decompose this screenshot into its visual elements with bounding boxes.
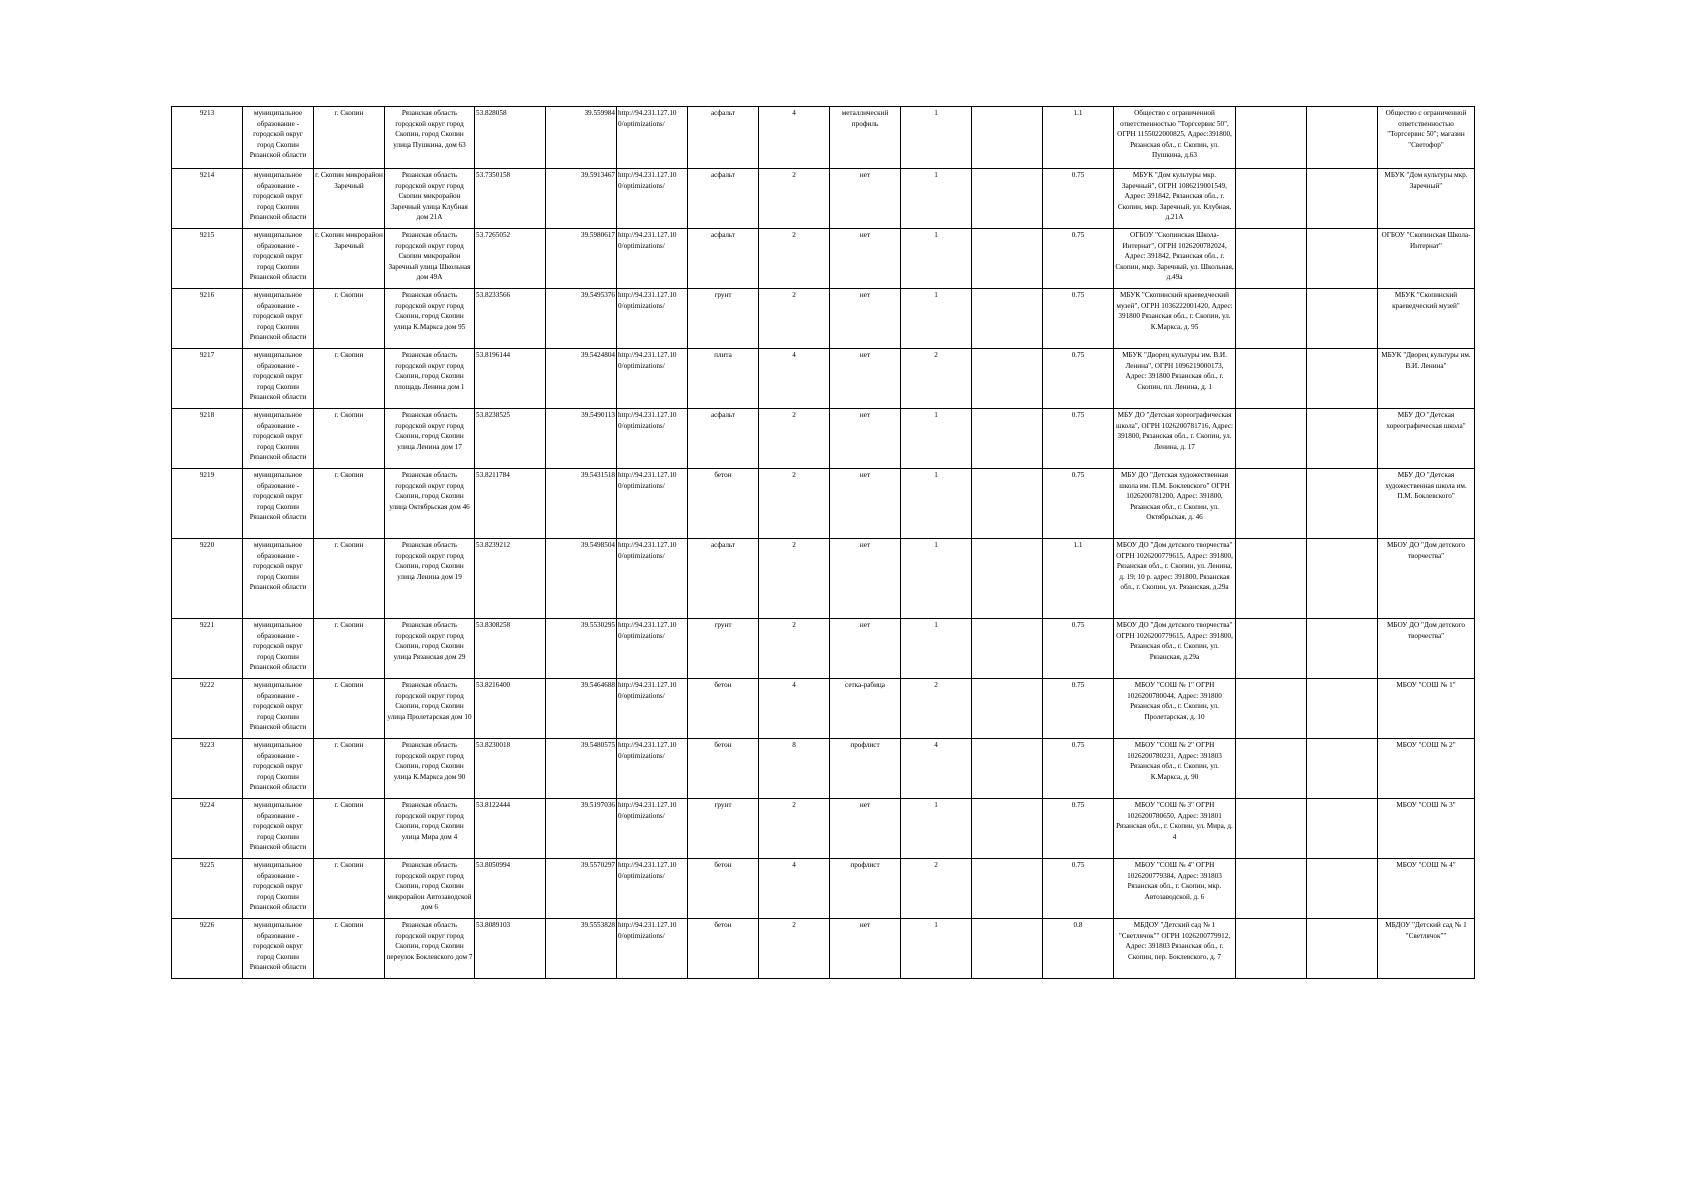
cell-fence: нет xyxy=(830,409,901,469)
registry-table xyxy=(171,106,1475,979)
cell-volume: 0.75 xyxy=(1043,349,1114,409)
cell-empty-b xyxy=(1236,919,1307,979)
cell-address: Рязанская область городской округ город Скопин, город Скопин улица Ленина дом 19 xyxy=(385,539,475,619)
table-row xyxy=(172,289,1475,349)
cell-waste-source: ОГБОУ "Скопинская Школа-Интернат" xyxy=(1378,229,1475,289)
cell-latitude: 53.8122444 xyxy=(475,799,546,859)
cell-empty-b xyxy=(1236,169,1307,229)
cell-count: 2 xyxy=(759,289,830,349)
cell-municipality: муниципальное образование - городской округ город Скопин Рязанской области xyxy=(243,349,314,409)
cell-municipality: муниципальное образование - городской округ город Скопин Рязанской области xyxy=(243,619,314,679)
table-row xyxy=(172,349,1475,409)
cell-waste-source: МБУ ДО "Детская хореографическая школа" xyxy=(1378,409,1475,469)
cell-address: Рязанская область городской округ город Скопин, город Скопин улица Октябрьская дом 46 xyxy=(385,469,475,539)
cell-empty-a xyxy=(972,919,1043,979)
cell-containers: 1 xyxy=(901,169,972,229)
cell-count: 2 xyxy=(759,919,830,979)
cell-empty-c xyxy=(1307,107,1378,169)
cell-surface: бетон xyxy=(688,859,759,919)
cell-volume: 0.75 xyxy=(1043,169,1114,229)
cell-containers: 1 xyxy=(901,539,972,619)
cell-empty-c xyxy=(1307,409,1378,469)
cell-owner: МБОУ "СОШ № 3" ОГРН 1026200780650, Адрес: 391801 Рязанская обл., г. Скопин, ул. Мира, д. 4 xyxy=(1114,799,1236,859)
cell-containers: 4 xyxy=(901,739,972,799)
cell-locality: г. Скопин xyxy=(314,919,385,979)
cell-latitude: 53.8196144 xyxy=(475,349,546,409)
cell-surface: бетон xyxy=(688,679,759,739)
cell-volume: 0.75 xyxy=(1043,799,1114,859)
cell-fence: сетка-рабица xyxy=(830,679,901,739)
cell-latitude: 53.8230018 xyxy=(475,739,546,799)
cell-fence: профлист xyxy=(830,859,901,919)
cell-locality: г. Скопин xyxy=(314,289,385,349)
cell-empty-b xyxy=(1236,799,1307,859)
cell-owner: МБУК "Дворец культуры им. В.И. Ленина", ОГРН 1096219000173, Адрес: 391800 Рязанская обл., г. Скопин, пл. Ленина, д. 1 xyxy=(1114,349,1236,409)
cell-empty-a xyxy=(972,349,1043,409)
cell-surface: асфальт xyxy=(688,229,759,289)
cell-containers: 1 xyxy=(901,919,972,979)
cell-longitude: 39.5498504 xyxy=(546,539,617,619)
cell-empty-b xyxy=(1236,469,1307,539)
cell-waste-source: МБУК "Скопинский краеведческий музей" xyxy=(1378,289,1475,349)
cell-count: 4 xyxy=(759,349,830,409)
cell-volume: 0.75 xyxy=(1043,619,1114,679)
cell-fence: профлист xyxy=(830,739,901,799)
cell-empty-b xyxy=(1236,229,1307,289)
cell-empty-c xyxy=(1307,539,1378,619)
cell-longitude: 39.5480575 xyxy=(546,739,617,799)
cell-empty-a xyxy=(972,739,1043,799)
cell-longitude: 39.5424804 xyxy=(546,349,617,409)
cell-id: 9217 xyxy=(172,349,243,409)
cell-surface: асфальт xyxy=(688,539,759,619)
cell-count: 4 xyxy=(759,859,830,919)
cell-fence: нет xyxy=(830,539,901,619)
cell-address: Рязанская область городской округ город Скопин микрорайон Заречный улица Школьная дом 49А xyxy=(385,229,475,289)
cell-municipality: муниципальное образование - городской округ город Скопин Рязанской области xyxy=(243,107,314,169)
cell-empty-c xyxy=(1307,799,1378,859)
cell-waste-source: МБДОУ "Детский сад № 1 "Светлячок"" xyxy=(1378,919,1475,979)
cell-surface: асфальт xyxy=(688,409,759,469)
cell-address: Рязанская область городской округ город Скопин, город Скопин улица К.Маркса дом 95 xyxy=(385,289,475,349)
cell-volume: 0.75 xyxy=(1043,469,1114,539)
cell-owner: МБУ ДО "Детская художественная школа им. П.М. Боклевского" ОГРН 1026200781200, Адрес: 391800, Рязанская обл., г. Скопин, ул. Октябрьская, д. 46 xyxy=(1114,469,1236,539)
cell-containers: 1 xyxy=(901,107,972,169)
cell-longitude: 39.5464688 xyxy=(546,679,617,739)
table-row xyxy=(172,739,1475,799)
cell-municipality: муниципальное образование - городской округ город Скопин Рязанской области xyxy=(243,859,314,919)
cell-locality: г. Скопин xyxy=(314,859,385,919)
cell-empty-a xyxy=(972,859,1043,919)
cell-id: 9222 xyxy=(172,679,243,739)
cell-containers: 1 xyxy=(901,409,972,469)
cell-owner: МБОУ ДО "Дом детского творчества" ОГРН 1026200779615, Адрес: 391800, Рязанская обл., г. Скопин, ул. Ленина, д. 19; 10 р. адрес: 391800, Рязанская обл., г. Скопин, ул. Рязанская, д.29а xyxy=(1114,539,1236,619)
cell-volume: 0.8 xyxy=(1043,919,1114,979)
cell-municipality: муниципальное образование - городской округ город Скопин Рязанской области xyxy=(243,539,314,619)
cell-id: 9214 xyxy=(172,169,243,229)
cell-locality: г. Скопин xyxy=(314,679,385,739)
cell-count: 2 xyxy=(759,229,830,289)
cell-empty-c xyxy=(1307,739,1378,799)
cell-fence: нет xyxy=(830,169,901,229)
cell-owner: ОГБОУ "Скопинская Школа-Интернат", ОГРН 1026200782024, Адрес: 391842, Рязанская обл., г. Скопин, мкр. Заречный, ул. Школьная, д.49а xyxy=(1114,229,1236,289)
cell-fence: нет xyxy=(830,289,901,349)
cell-count: 2 xyxy=(759,619,830,679)
cell-longitude: 39.5980617 xyxy=(546,229,617,289)
cell-locality: г. Скопин микрорайон Заречный xyxy=(314,169,385,229)
cell-owner: МБУ ДО "Детская хореографическая школа", ОГРН 1026200781716, Адрес: 391800, Рязанская обл., г. Скопин, ул. Ленина, д. 17 xyxy=(1114,409,1236,469)
cell-municipality: муниципальное образование - городской округ город Скопин Рязанской области xyxy=(243,229,314,289)
cell-municipality: муниципальное образование - городской округ город Скопин Рязанской области xyxy=(243,739,314,799)
cell-count: 4 xyxy=(759,679,830,739)
cell-fence: нет xyxy=(830,229,901,289)
cell-latitude: 53.8308258 xyxy=(475,619,546,679)
cell-containers: 1 xyxy=(901,799,972,859)
cell-empty-a xyxy=(972,619,1043,679)
cell-empty-b xyxy=(1236,619,1307,679)
cell-address: Рязанская область городской округ город Скопин, город Скопин улица Ленина дом 17 xyxy=(385,409,475,469)
cell-url: http://94.231.127.10 0/optimizations/ xyxy=(617,469,688,539)
cell-surface: грунт xyxy=(688,799,759,859)
cell-empty-b xyxy=(1236,739,1307,799)
cell-empty-a xyxy=(972,539,1043,619)
cell-volume: 0.75 xyxy=(1043,859,1114,919)
cell-latitude: 53.8216400 xyxy=(475,679,546,739)
table-body xyxy=(172,107,1475,979)
cell-address: Рязанская область городской округ город Скопин, город Скопин переулок Боклевского дом 7 xyxy=(385,919,475,979)
cell-address: Рязанская область городской округ город Скопин, город Скопин улица Рязанская дом 29 xyxy=(385,619,475,679)
cell-owner: Общество с ограниченной ответственностью "Торгсервис 50", ОГРН 1155022000825, Адрес:391800, Рязанская обл., г. Скопин, ул. Пушкина, д.63 xyxy=(1114,107,1236,169)
cell-id: 9220 xyxy=(172,539,243,619)
cell-url: http://94.231.127.10 0/optimizations/ xyxy=(617,107,688,169)
cell-surface: бетон xyxy=(688,739,759,799)
cell-url: http://94.231.127.10 0/optimizations/ xyxy=(617,619,688,679)
cell-longitude: 39.5495376 xyxy=(546,289,617,349)
cell-address: Рязанская область городской округ город Скопин микрорайон Заречный улица Клубная дом 21А xyxy=(385,169,475,229)
cell-id: 9225 xyxy=(172,859,243,919)
cell-longitude: 39.5197036 xyxy=(546,799,617,859)
cell-containers: 1 xyxy=(901,619,972,679)
cell-url: http://94.231.127.10 0/optimizations/ xyxy=(617,739,688,799)
cell-empty-c xyxy=(1307,289,1378,349)
table-row xyxy=(172,409,1475,469)
cell-empty-c xyxy=(1307,469,1378,539)
cell-locality: г. Скопин xyxy=(314,539,385,619)
cell-locality: г. Скопин xyxy=(314,799,385,859)
cell-surface: грунт xyxy=(688,619,759,679)
cell-address: Рязанская область городской округ город Скопин, город Скопин улица Пролетарская дом 10 xyxy=(385,679,475,739)
cell-url: http://94.231.127.10 0/optimizations/ xyxy=(617,679,688,739)
table-row xyxy=(172,229,1475,289)
cell-owner: МБДОУ "Детский сад № 1 "Светлячок"" ОГРН 1026200779912, Адрес: 391803 Рязанская обл., г. Скопин, пер. Боклевского, д. 7 xyxy=(1114,919,1236,979)
cell-empty-c xyxy=(1307,169,1378,229)
cell-url: http://94.231.127.10 0/optimizations/ xyxy=(617,859,688,919)
cell-municipality: муниципальное образование - городской округ город Скопин Рязанской области xyxy=(243,469,314,539)
cell-empty-c xyxy=(1307,679,1378,739)
cell-owner: МБОУ "СОШ № 4" ОГРН 1026200779384, Адрес: 391803 Рязанская обл., г. Скопин, мкр. Автозаводской, д. 6 xyxy=(1114,859,1236,919)
cell-municipality: муниципальное образование - городской округ город Скопин Рязанской области xyxy=(243,169,314,229)
cell-waste-source: МБОУ ДО "Дом детского творчества" xyxy=(1378,619,1475,679)
cell-empty-a xyxy=(972,409,1043,469)
cell-id: 9221 xyxy=(172,619,243,679)
cell-empty-c xyxy=(1307,619,1378,679)
cell-longitude: 39.5431518 xyxy=(546,469,617,539)
cell-url: http://94.231.127.10 0/optimizations/ xyxy=(617,289,688,349)
cell-empty-b xyxy=(1236,409,1307,469)
cell-id: 9213 xyxy=(172,107,243,169)
cell-owner: МБОУ ДО "Дом детского творчества" ОГРН 1026200779615, Адрес: 391800, Рязанская обл., г. Скопин, ул. Рязанская, д.29а xyxy=(1114,619,1236,679)
table-row xyxy=(172,539,1475,619)
cell-containers: 2 xyxy=(901,679,972,739)
cell-municipality: муниципальное образование - городской округ город Скопин Рязанской области xyxy=(243,799,314,859)
cell-count: 2 xyxy=(759,539,830,619)
cell-id: 9223 xyxy=(172,739,243,799)
cell-id: 9215 xyxy=(172,229,243,289)
cell-waste-source: МБОУ "СОШ № 4" xyxy=(1378,859,1475,919)
cell-locality: г. Скопин xyxy=(314,739,385,799)
cell-surface: бетон xyxy=(688,469,759,539)
cell-latitude: 53.8238525 xyxy=(475,409,546,469)
cell-address: Рязанская область городской округ город Скопин, город Скопин микрорайон Автозаводской дом 6 xyxy=(385,859,475,919)
cell-waste-source: МБУК "Дворец культуры им. В.И. Ленина" xyxy=(1378,349,1475,409)
cell-empty-b xyxy=(1236,539,1307,619)
cell-address: Рязанская область городской округ город Скопин, город Скопин улица Пушкина, дом 63 xyxy=(385,107,475,169)
cell-containers: 1 xyxy=(901,229,972,289)
cell-waste-source: МБУ ДО "Детская художественная школа им. П.М. Боклевского" xyxy=(1378,469,1475,539)
cell-address: Рязанская область городской округ город Скопин, город Скопин площадь Ленина дом 1 xyxy=(385,349,475,409)
cell-latitude: 53.8233566 xyxy=(475,289,546,349)
cell-locality: г. Скопин xyxy=(314,107,385,169)
cell-count: 4 xyxy=(759,107,830,169)
cell-municipality: муниципальное образование - городской округ город Скопин Рязанской области xyxy=(243,409,314,469)
cell-waste-source: МБОУ "СОШ № 3" xyxy=(1378,799,1475,859)
cell-id: 9216 xyxy=(172,289,243,349)
cell-owner: МБОУ "СОШ № 1" ОГРН 1026200780044, Адрес: 391800 Рязанская обл., г. Скопин, ул. Пролетарская, д. 10 xyxy=(1114,679,1236,739)
cell-surface: бетон xyxy=(688,919,759,979)
cell-volume: 1.1 xyxy=(1043,539,1114,619)
cell-longitude: 39.5553828 xyxy=(546,919,617,979)
cell-empty-c xyxy=(1307,919,1378,979)
cell-latitude: 53.8050994 xyxy=(475,859,546,919)
cell-count: 2 xyxy=(759,169,830,229)
cell-volume: 1.1 xyxy=(1043,107,1114,169)
cell-longitude: 39.5570297 xyxy=(546,859,617,919)
cell-surface: асфальт xyxy=(688,107,759,169)
cell-owner: МБУК "Дом культуры мкр. Заречный", ОГРН 1086219001549, Адрес: 391842, Рязанская обл., г. Скопин, мкр. Заречный, ул. Клубная, д.21А xyxy=(1114,169,1236,229)
cell-empty-a xyxy=(972,229,1043,289)
cell-municipality: муниципальное образование - городской округ город Скопин Рязанской области xyxy=(243,289,314,349)
cell-url: http://94.231.127.10 0/optimizations/ xyxy=(617,229,688,289)
table-row xyxy=(172,919,1475,979)
cell-waste-source: МБОУ ДО "Дом детского творчества" xyxy=(1378,539,1475,619)
cell-id: 9219 xyxy=(172,469,243,539)
cell-latitude: 53.7265052 xyxy=(475,229,546,289)
table-row xyxy=(172,469,1475,539)
cell-empty-a xyxy=(972,289,1043,349)
cell-longitude: 39.5490113 xyxy=(546,409,617,469)
cell-locality: г. Скопин xyxy=(314,409,385,469)
cell-containers: 1 xyxy=(901,469,972,539)
table-row xyxy=(172,107,1475,169)
table-row xyxy=(172,169,1475,229)
cell-fence: нет xyxy=(830,619,901,679)
cell-count: 2 xyxy=(759,469,830,539)
cell-waste-source: МБУК "Дом культуры мкр. Заречный" xyxy=(1378,169,1475,229)
cell-latitude: 53.8211784 xyxy=(475,469,546,539)
cell-fence: металлический профиль xyxy=(830,107,901,169)
cell-longitude: 39.5530295 xyxy=(546,619,617,679)
table-row xyxy=(172,619,1475,679)
cell-empty-b xyxy=(1236,859,1307,919)
cell-empty-b xyxy=(1236,289,1307,349)
cell-longitude: 39.559984 xyxy=(546,107,617,169)
cell-latitude: 53.828058 xyxy=(475,107,546,169)
cell-surface: грунт xyxy=(688,289,759,349)
cell-empty-b xyxy=(1236,107,1307,169)
cell-address: Рязанская область городской округ город Скопин, город Скопин улица К.Маркса дом 90 xyxy=(385,739,475,799)
cell-empty-c xyxy=(1307,859,1378,919)
cell-fence: нет xyxy=(830,469,901,539)
cell-volume: 0.75 xyxy=(1043,289,1114,349)
cell-waste-source: МБОУ "СОШ № 2" xyxy=(1378,739,1475,799)
cell-url: http://94.231.127.10 0/optimizations/ xyxy=(617,799,688,859)
cell-containers: 2 xyxy=(901,349,972,409)
cell-count: 2 xyxy=(759,409,830,469)
cell-id: 9224 xyxy=(172,799,243,859)
cell-empty-a xyxy=(972,679,1043,739)
cell-latitude: 53.8239212 xyxy=(475,539,546,619)
cell-waste-source: Общество с ограниченной ответственностью "Торгсервис 50"; магазин "Светофор" xyxy=(1378,107,1475,169)
cell-latitude: 53.8089103 xyxy=(475,919,546,979)
cell-municipality: муниципальное образование - городской округ город Скопин Рязанской области xyxy=(243,919,314,979)
cell-locality: г. Скопин микрорайон Заречный xyxy=(314,229,385,289)
cell-empty-a xyxy=(972,169,1043,229)
cell-empty-a xyxy=(972,799,1043,859)
cell-empty-a xyxy=(972,107,1043,169)
cell-empty-b xyxy=(1236,679,1307,739)
cell-locality: г. Скопин xyxy=(314,619,385,679)
table-row xyxy=(172,799,1475,859)
cell-surface: плита xyxy=(688,349,759,409)
cell-address: Рязанская область городской округ город Скопин, город Скопин улица Мира дом 4 xyxy=(385,799,475,859)
cell-fence: нет xyxy=(830,799,901,859)
cell-url: http://94.231.127.10 0/optimizations/ xyxy=(617,349,688,409)
cell-surface: асфальт xyxy=(688,169,759,229)
cell-locality: г. Скопин xyxy=(314,349,385,409)
cell-owner: МБОУ "СОШ № 2" ОГРН 1026200780231, Адрес: 391803 Рязанская обл., г. Скопин, ул. К.Маркса, д. 90 xyxy=(1114,739,1236,799)
table-row xyxy=(172,859,1475,919)
cell-empty-c xyxy=(1307,229,1378,289)
cell-empty-b xyxy=(1236,349,1307,409)
cell-volume: 0.75 xyxy=(1043,739,1114,799)
cell-url: http://94.231.127.10 0/optimizations/ xyxy=(617,539,688,619)
cell-url: http://94.231.127.10 0/optimizations/ xyxy=(617,169,688,229)
cell-url: http://94.231.127.10 0/optimizations/ xyxy=(617,919,688,979)
cell-owner: МБУК "Скопинский краеведческий музей", ОГРН 1036222001420, Адрес: 391800 Рязанская обл., г. Скопин, ул. К.Маркса, д. 95 xyxy=(1114,289,1236,349)
cell-locality: г. Скопин xyxy=(314,469,385,539)
cell-containers: 2 xyxy=(901,859,972,919)
cell-id: 9218 xyxy=(172,409,243,469)
cell-containers: 1 xyxy=(901,289,972,349)
cell-longitude: 39.5913467 xyxy=(546,169,617,229)
cell-municipality: муниципальное образование - городской округ город Скопин Рязанской области xyxy=(243,679,314,739)
cell-empty-c xyxy=(1307,349,1378,409)
cell-waste-source: МБОУ "СОШ № 1" xyxy=(1378,679,1475,739)
cell-id: 9226 xyxy=(172,919,243,979)
cell-fence: нет xyxy=(830,349,901,409)
cell-fence: нет xyxy=(830,919,901,979)
cell-latitude: 53.7350158 xyxy=(475,169,546,229)
cell-url: http://94.231.127.10 0/optimizations/ xyxy=(617,409,688,469)
cell-empty-a xyxy=(972,469,1043,539)
cell-volume: 0.75 xyxy=(1043,679,1114,739)
cell-count: 8 xyxy=(759,739,830,799)
table-row xyxy=(172,679,1475,739)
cell-volume: 0.75 xyxy=(1043,409,1114,469)
cell-volume: 0.75 xyxy=(1043,229,1114,289)
cell-count: 2 xyxy=(759,799,830,859)
